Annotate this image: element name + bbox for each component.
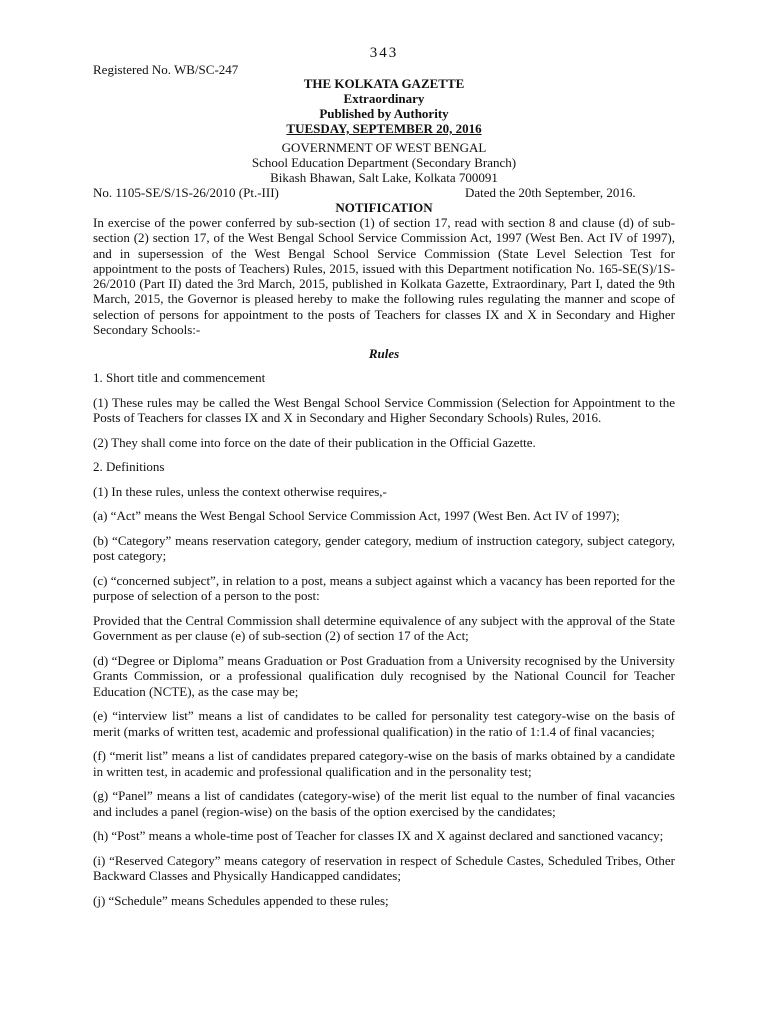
rule-paragraph: (2) They shall come into force on the date of their publication in the Official Gazette. xyxy=(93,434,536,450)
definition-merit-list: (f) “merit list” means a list of candidates prepared category-wise on the basis of marks obtained by a candidate in written test, in academic and professional qualification and in the personality test; xyxy=(93,748,675,779)
gazette-edition: Extraordinary xyxy=(343,91,425,106)
reference-line xyxy=(93,185,675,200)
government-name: GOVERNMENT OF WEST BENGAL xyxy=(281,140,487,155)
registered-number: Registered No. WB/SC-247 xyxy=(93,62,239,77)
notification-title: NOTIFICATION xyxy=(335,200,433,215)
published-by: Published by Authority xyxy=(319,106,449,121)
definition-act: (a) “Act” means the West Bengal School Service Commission Act, 1997 (West Ben. Act IV of 1997); xyxy=(93,508,620,524)
rule-heading-definitions: 2. Definitions xyxy=(93,459,165,475)
notification-date: Dated the 20th September, 2016. xyxy=(465,185,636,200)
rule-paragraph: (1) In these rules, unless the context otherwise requires,- xyxy=(93,483,387,499)
definition-category: (b) “Category” means reservation category, gender category, medium of instruction category, subject category, post category; xyxy=(93,532,675,564)
intro-paragraph: In exercise of the power conferred by sub-section (1) of section 17, read with section 8 and clause (d) of sub-section (2) section 17, of the West Bengal School Service Commission Act, 1997 (West Ben. Act IV of 1997), and in supersession of the West Bengal School Service Commission (State Level Selection Test for appointment to the posts of Teachers) Rules, 2015, issued with this Department notification No. 165-SE(S)/1S-26/2010 (Part II) dated the 3rd March, 2015, published in Kolkata Gazette, Extraordinary, Part I, dated the 9th March, 2015, the Governor is pleased hereby to make the following rules regulating the manner and scope of selection of persons for appointment to the posts of Teachers for classes IX and X in Secondary and Higher Secondary Schools:- xyxy=(93,215,675,338)
definition-interview-list: (e) “interview list” means a list of candidates to be called for personality test category-wise on the basis of merit (marks of written test, academic and professional qualification) in the ratio of 1:1.4 of final vacancies; xyxy=(93,708,675,739)
department-name: School Education Department (Secondary Branch) xyxy=(251,155,517,170)
definition-concerned-subject: (c) “concerned subject”, in relation to a post, means a subject against which a vacancy has been reported for the purpose of selection of a person to the post: xyxy=(93,572,675,604)
rule-paragraph: (1) These rules may be called the West Bengal School Service Commission (Selection for Appointment to the Posts of Teachers for classes IX and X in Secondary and Higher Secondary Schools) Rules, 2016. xyxy=(93,394,675,426)
proviso-paragraph: Provided that the Central Commission shall determine equivalence of any subject with the approval of the State Government as per clause (e) of sub-section (2) of section 17 of the Act; xyxy=(93,612,675,644)
government-block xyxy=(93,140,675,185)
department-address: Bikash Bhawan, Salt Lake, Kolkata 700091 xyxy=(270,170,498,185)
notification-number: No. 1105-SE/S/1S-26/2010 (Pt.-III) xyxy=(93,185,279,200)
definition-reserved-category: (i) “Reserved Category” means category of reservation in respect of Schedule Castes, Scheduled Tribes, Other Backward Classes and Physically Handicapped candidates; xyxy=(93,852,675,884)
rules-title: Rules xyxy=(368,346,400,362)
rule-heading-short-title: 1. Short title and commencement xyxy=(93,370,266,386)
gazette-page xyxy=(93,43,675,908)
gazette-date: TUESDAY, SEPTEMBER 20, 2016 xyxy=(286,121,482,136)
definition-panel: (g) “Panel” means a list of candidates (category-wise) of the merit list equal to the number of final vacancies and includes a panel (region-wise) on the basis of the option exercised by the candidates; xyxy=(93,788,675,819)
rules-body xyxy=(93,370,675,908)
page-number: 343 xyxy=(369,45,399,61)
definition-schedule: (j) “Schedule” means Schedules appended to these rules; xyxy=(93,892,389,908)
gazette-title: THE KOLKATA GAZETTE xyxy=(303,76,465,91)
definition-degree-diploma: (d) “Degree or Diploma” means Graduation or Post Graduation from a University recognised by the University Grants Commission, or a professional qualification duly recognised by the National Council for Teacher Education (NCTE), as the case may be; xyxy=(93,652,675,699)
definition-post: (h) “Post” means a whole-time post of Teacher for classes IX and X against declared and sanctioned vacancy; xyxy=(93,828,664,844)
masthead xyxy=(93,76,675,136)
